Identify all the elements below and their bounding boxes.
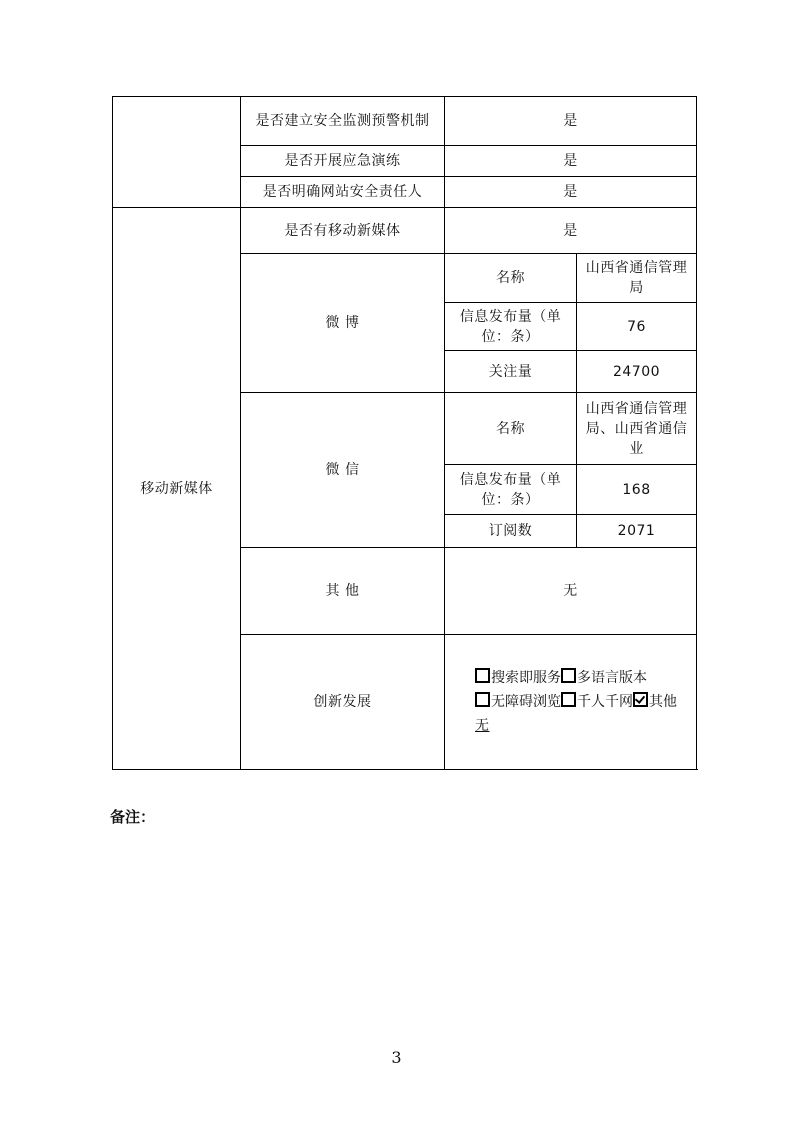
responsible-value: 是 xyxy=(445,177,697,208)
page-number: 3 xyxy=(391,1048,402,1067)
other-value: 无 xyxy=(445,548,697,635)
innovation-option[interactable]: 千人千网 xyxy=(561,694,633,710)
weibo-label: 微 博 xyxy=(241,254,445,393)
table-row xyxy=(113,97,697,146)
innovation-label: 创新发展 xyxy=(241,635,445,770)
weibo-name-label: 名称 xyxy=(445,254,577,303)
checkbox-icon[interactable] xyxy=(561,668,576,683)
innovation-option[interactable]: 无障碍浏览 xyxy=(475,694,561,710)
innovation-option[interactable]: 多语言版本 xyxy=(561,670,647,686)
weibo-followers-label: 关注量 xyxy=(445,351,577,393)
has-media-label: 是否有移动新媒体 xyxy=(241,208,445,254)
wechat-subscribers-value: 2071 xyxy=(577,515,697,548)
media-info-table xyxy=(112,96,697,770)
innovation-options xyxy=(445,635,697,770)
checked-checkbox-icon[interactable] xyxy=(633,692,648,707)
weibo-posts-label: 信息发布量（单位：条） xyxy=(445,303,577,351)
wechat-label: 微 信 xyxy=(241,393,445,548)
innovation-other-text: 无 xyxy=(475,718,490,734)
innovation-option[interactable]: 其他 xyxy=(633,694,677,710)
remark-label: 备注： xyxy=(110,808,156,826)
weibo-name-value: 山西省通信管理局 xyxy=(577,254,697,303)
wechat-subscribers-label: 订阅数 xyxy=(445,515,577,548)
drill-value: 是 xyxy=(445,146,697,177)
checkbox-icon[interactable] xyxy=(561,692,576,707)
wechat-name-label: 名称 xyxy=(445,393,577,465)
monitoring-label: 是否建立安全监测预警机制 xyxy=(241,97,445,146)
checkbox-icon[interactable] xyxy=(475,692,490,707)
table-row xyxy=(113,208,697,254)
weibo-posts-value: 76 xyxy=(577,303,697,351)
drill-label: 是否开展应急演练 xyxy=(241,146,445,177)
blank-category-cell xyxy=(113,97,241,208)
monitoring-value: 是 xyxy=(445,97,697,146)
other-label: 其 他 xyxy=(241,548,445,635)
wechat-posts-value: 168 xyxy=(577,465,697,515)
checkbox-icon[interactable] xyxy=(475,668,490,683)
responsible-label: 是否明确网站安全责任人 xyxy=(241,177,445,208)
weibo-followers-value: 24700 xyxy=(577,351,697,393)
has-media-value: 是 xyxy=(445,208,697,254)
media-section-label: 移动新媒体 xyxy=(113,208,241,770)
innovation-option[interactable]: 搜索即服务 xyxy=(475,670,561,686)
wechat-name-value: 山西省通信管理局、山西省通信业 xyxy=(577,393,697,465)
wechat-posts-label: 信息发布量（单位：条） xyxy=(445,465,577,515)
